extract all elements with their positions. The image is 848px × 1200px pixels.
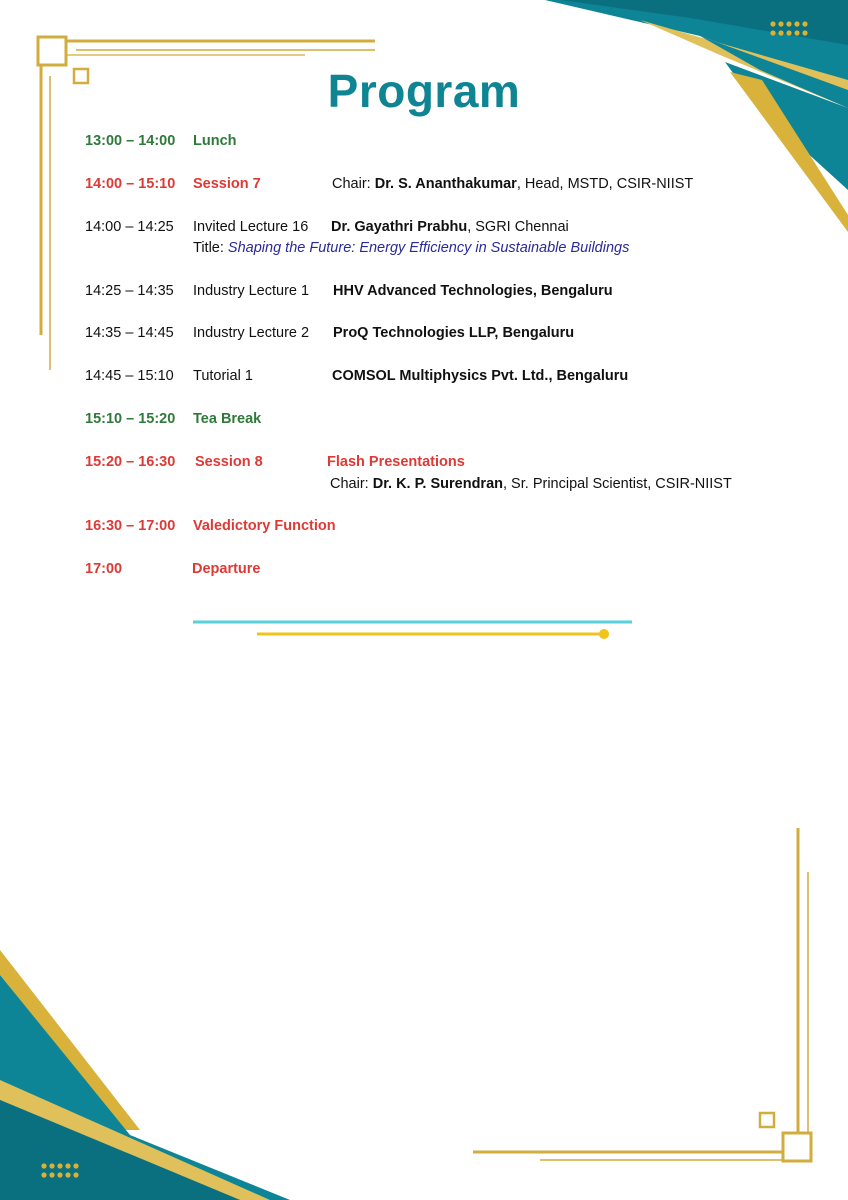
talk-title-text: Shaping the Future: Energy Efficiency in Sustainable Buildings — [227, 240, 630, 256]
bottom-left-swoosh — [0, 950, 290, 1200]
time-industry-1: 14:25 – 14:35 — [85, 283, 174, 299]
chair-name: Dr. S. Ananthakumar — [374, 176, 517, 192]
frame-bottom-right — [473, 828, 811, 1161]
label-industry-1: Industry Lecture 1 — [193, 283, 310, 299]
speaker-tutorial-1: COMSOL Multiphysics Pvt. Ltd., Bengaluru — [332, 368, 629, 384]
label-industry-2: Industry Lecture 2 — [193, 325, 310, 341]
time-departure: 17:00 — [85, 561, 123, 577]
time-session-8: 15:20 – 16:30 — [85, 454, 176, 470]
speaker-affiliation: , SGRI Chennai — [467, 219, 569, 235]
speaker-industry-2: ProQ Technologies LLP, Bengaluru — [333, 325, 575, 341]
chair-suffix: , Head, MSTD, CSIR-NIIST — [516, 176, 694, 192]
chair-name: Dr. K. P. Surendran — [372, 476, 503, 492]
label-valedictory: Valedictory Function — [193, 518, 336, 534]
time-tutorial-1: 14:45 – 15:10 — [85, 368, 174, 384]
time-session-7: 14:00 – 15:10 — [85, 176, 176, 192]
time-tea-break: 15:10 – 15:20 — [85, 411, 176, 427]
divider-dot — [599, 629, 609, 639]
speaker-industry-1: HHV Advanced Technologies, Bengaluru — [333, 283, 613, 299]
label-session-8: Session 8 — [195, 454, 263, 470]
chair-prefix: Chair: — [332, 176, 375, 192]
label-invited-16: Invited Lecture 16 — [193, 219, 309, 235]
chair-prefix: Chair: — [330, 476, 373, 492]
label-session-7: Session 7 — [193, 176, 261, 192]
topic-session-8: Flash Presentations — [327, 454, 465, 470]
page-title: Program — [327, 65, 521, 117]
time-lunch: 13:00 – 14:00 — [85, 133, 176, 149]
label-tea-break: Tea Break — [193, 411, 262, 427]
talk-title-prefix: Title: — [193, 240, 228, 256]
label-departure: Departure — [192, 561, 261, 577]
time-valedictory: 16:30 – 17:00 — [85, 518, 176, 534]
label-tutorial-1: Tutorial 1 — [193, 368, 253, 384]
speaker-name: Dr. Gayathri Prabhu — [331, 219, 468, 235]
chair-suffix: , Sr. Principal Scientist, CSIR-NIIST — [503, 476, 732, 492]
time-industry-2: 14:35 – 14:45 — [85, 325, 174, 341]
label-lunch: Lunch — [193, 133, 237, 149]
time-invited-16: 14:00 – 14:25 — [85, 219, 174, 235]
